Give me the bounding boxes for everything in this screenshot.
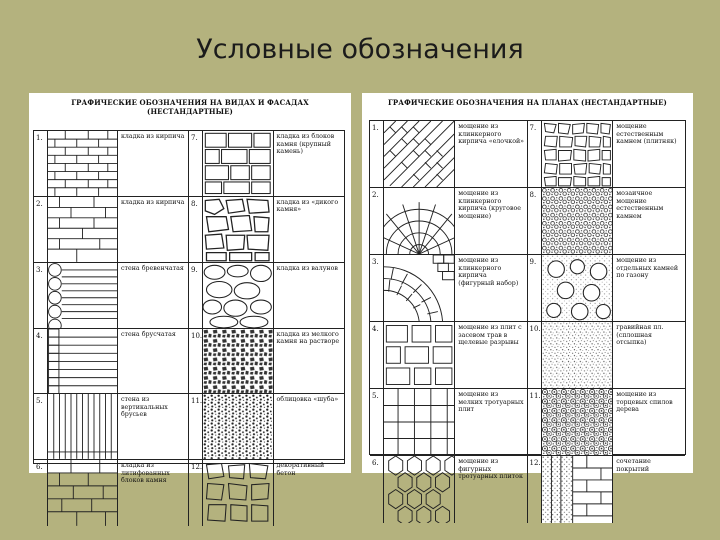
legend-row bbox=[528, 389, 686, 456]
item-label: кладка из блоков камня (крупный камень) bbox=[276, 133, 335, 155]
legend-row bbox=[189, 197, 344, 263]
arc-brick-pattern bbox=[384, 255, 455, 321]
sheet-title bbox=[362, 98, 693, 107]
small-stone-pattern bbox=[203, 329, 274, 394]
item-label: мощение из клинкерного кирпича «елочкой» bbox=[458, 123, 525, 145]
legend-row bbox=[528, 188, 686, 255]
item-number: 7. bbox=[528, 121, 542, 187]
brick-vertical-pattern bbox=[48, 197, 118, 262]
item-label: мощение из клинкерного кирпича (фигурный набор) bbox=[458, 257, 519, 287]
item-label: кладка из «дикого камня» bbox=[276, 198, 339, 214]
legend-row bbox=[34, 263, 188, 329]
legend-row bbox=[528, 121, 686, 188]
item-label: мощение из фигурных тротуарных плиток bbox=[458, 458, 523, 481]
item-number: 1. bbox=[34, 131, 48, 196]
vertical-beam-pattern bbox=[48, 394, 118, 459]
facade-symbols-sheet bbox=[29, 93, 351, 485]
flagstone-pattern bbox=[542, 121, 614, 187]
item-label: облицовка «шуба» bbox=[276, 396, 339, 404]
stone-block-pattern bbox=[48, 460, 118, 526]
item-number: 3. bbox=[34, 263, 48, 328]
radial-brick-pattern bbox=[384, 188, 455, 254]
item-number: 11. bbox=[189, 394, 203, 459]
rubble-stone-pattern bbox=[203, 197, 274, 262]
item-label: кладка из литифованных блоков камня bbox=[121, 462, 170, 485]
slide-title: Условные обозначения bbox=[196, 34, 524, 65]
log-wall-pattern bbox=[48, 263, 118, 328]
legend-row bbox=[528, 255, 686, 322]
item-label: стена брусчатая bbox=[121, 330, 176, 338]
boulder-pattern bbox=[203, 263, 274, 328]
legend-row bbox=[189, 329, 344, 395]
mosaic-stone-pattern bbox=[542, 188, 614, 254]
table-column bbox=[189, 131, 344, 526]
legend-row bbox=[34, 131, 188, 197]
decorative-concrete-pattern bbox=[203, 460, 274, 526]
legend-row bbox=[189, 263, 344, 329]
legend-row bbox=[370, 389, 527, 456]
gravel-pattern bbox=[542, 322, 614, 388]
legend-row bbox=[34, 394, 188, 460]
beam-wall-pattern bbox=[48, 329, 118, 394]
item-label: кладка из кирпича bbox=[121, 133, 185, 140]
legend-row bbox=[370, 456, 527, 523]
sheet-title-line: ГРАФИЧЕСКИЕ ОБОЗНАЧЕНИЯ НА ВИДАХ И ФАСАДАХ bbox=[71, 98, 309, 107]
legend-row bbox=[189, 131, 344, 197]
legend-row bbox=[34, 329, 188, 395]
item-label: кладка из валунов bbox=[276, 264, 338, 272]
brick-pattern bbox=[48, 131, 118, 196]
combined-pattern bbox=[542, 456, 614, 523]
hex-tile-pattern bbox=[384, 456, 455, 523]
herringbone-pattern bbox=[384, 121, 455, 187]
table-column bbox=[528, 121, 686, 523]
item-number: 4. bbox=[34, 329, 48, 394]
small-tile-pattern bbox=[384, 389, 455, 455]
wood-log-end-pattern bbox=[542, 389, 614, 455]
item-label: мощение из мелких тротуарных плит bbox=[458, 391, 524, 414]
item-number: 7. bbox=[189, 131, 203, 196]
item-label: мощение естественным камнем (плитняк) bbox=[616, 123, 677, 145]
item-number: 1. bbox=[370, 121, 384, 187]
item-number: 8. bbox=[528, 188, 542, 254]
sheet-title-line: ГРАФИЧЕСКИЕ ОБОЗНАЧЕНИЯ НА ПЛАНАХ (НЕСТАНДАРТНЫЕ) bbox=[388, 98, 667, 107]
item-number: 5. bbox=[34, 394, 48, 459]
item-label: сочетание покрытий bbox=[616, 458, 651, 473]
item-number: 5. bbox=[370, 389, 384, 455]
legend-row bbox=[370, 121, 527, 188]
legend-row bbox=[528, 322, 686, 389]
item-label: мощение из плит с засевом трав в щелевые разрывы bbox=[458, 324, 522, 347]
item-number: 6. bbox=[34, 460, 48, 526]
item-number: 12. bbox=[189, 460, 203, 526]
sheet-title bbox=[29, 98, 351, 116]
item-label: мозаичное мощение естественным камнем bbox=[616, 190, 664, 220]
symbols-table bbox=[33, 130, 345, 485]
item-label: кладка из мелкого камня на растворе bbox=[276, 330, 340, 346]
item-number: 4. bbox=[370, 322, 384, 388]
symbols-table bbox=[369, 120, 686, 481]
grass-joint-pattern bbox=[384, 322, 455, 388]
plan-symbols-sheet bbox=[362, 93, 693, 481]
item-number: 9. bbox=[189, 263, 203, 328]
sheet-title-line: (НЕСТАНДАРТНЫЕ) bbox=[147, 107, 233, 116]
stepping-stone-pattern bbox=[542, 255, 614, 321]
legend-row bbox=[528, 456, 686, 523]
item-number: 3. bbox=[370, 255, 384, 321]
legend-row bbox=[34, 460, 188, 526]
item-number: 9. bbox=[528, 255, 542, 321]
item-label: кладка из кирпича bbox=[121, 198, 185, 206]
item-number: 2. bbox=[370, 188, 384, 254]
item-number: 10. bbox=[528, 322, 542, 388]
legend-row bbox=[370, 322, 527, 389]
item-number: 11. bbox=[528, 389, 542, 455]
large-stone-pattern bbox=[203, 131, 274, 196]
legend-row bbox=[189, 460, 344, 526]
legend-row bbox=[370, 188, 527, 255]
item-label: гравийная пл. (сплошная отсыпка) bbox=[616, 324, 664, 347]
legend-row bbox=[34, 197, 188, 263]
item-label: стена из вертикальных брусьев bbox=[121, 396, 168, 419]
legend-row bbox=[189, 394, 344, 460]
table-column bbox=[370, 121, 528, 523]
item-number: 10. bbox=[189, 329, 203, 394]
table-column bbox=[34, 131, 189, 526]
item-label: мощение из отдельных камней по газону bbox=[616, 257, 679, 280]
item-label: стена бревенчатая bbox=[121, 264, 184, 272]
item-label: мощение из торцевых спилов дерева bbox=[616, 391, 673, 414]
item-number: 2. bbox=[34, 197, 48, 262]
item-number: 12. bbox=[528, 456, 542, 523]
coarse-plaster-pattern bbox=[203, 394, 274, 459]
item-number: 8. bbox=[189, 197, 203, 262]
item-number: 6. bbox=[370, 456, 384, 523]
legend-row bbox=[370, 255, 527, 322]
item-label: мощение из клинкерного кирпича (круговое мощение) bbox=[458, 190, 522, 220]
item-label: декоративный бетон bbox=[276, 462, 325, 477]
